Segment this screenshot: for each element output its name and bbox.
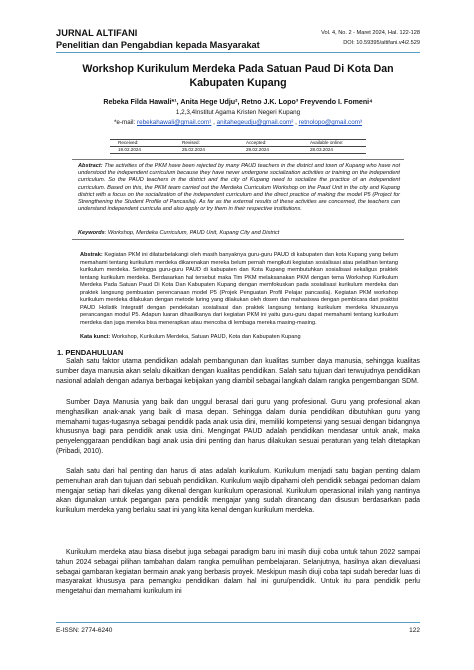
journal-name: JURNAL ALTIFANI: [56, 28, 138, 38]
article-title: Workshop Kurikulum Merdeka Pada Satuan Paud Di Kota Dan Kabupaten Kupang: [82, 63, 394, 89]
body-paragraph: Salah satu dari hal penting dan harus di atas adalah kurikulum. Kurikulum menjadi satu bagian penting dalam pemenuhan arah dan tujuan dari sebuah pendidikan. Kurikulum wajib dipahami oleh pendidik sebagai pedoman dalam mengajar setiap hari dikelas yang dikenal dengan kurikulum operasional. Kurikulum operasional inilah yang nantinya akan digunakan untuk pegangan para pendidik mengajar yang sudah dirancang dan disusun berdasarkan pada kurikulum merdeka yang berlaku saat ini yang kita kenal dengan kurikulum merdeka.: [56, 468, 420, 515]
accepted-label: Accepted:: [238, 140, 302, 147]
revised-label: Revised:: [174, 140, 238, 147]
katakunci-label: Kata kunci:: [80, 334, 111, 340]
received-date: 19.02.2024: [110, 147, 174, 154]
abstract-label: Abstract:: [78, 163, 103, 169]
available-label: Available online:: [302, 140, 366, 147]
email-separator: ,: [211, 119, 217, 126]
page-number: 122: [409, 627, 420, 634]
volume-info: Vol. 4, No. 2 - Maret 2024, Hal. 122-128: [321, 30, 420, 36]
abstract-indonesian: [80, 252, 398, 327]
email-link-2[interactable]: anitahegeudju@gmail.com²: [216, 119, 294, 126]
issn-number: E-ISSN: 2774-6240: [56, 627, 113, 634]
doi-link[interactable]: DOI: 10.59395/altifani.v4i2.529: [343, 40, 420, 46]
author-list: Rebeka Filda Hawali*¹, Anita Hege Udju², Retno J.K. Lopo³ Freyvendo I. Fomeni⁴: [103, 98, 373, 106]
keywords-indonesian: [80, 334, 398, 340]
keywords-label: Keywords: [78, 230, 105, 236]
journal-subtitle: Penelitian dan Pengabdian kepada Masyarakat: [56, 40, 260, 50]
email-link-3[interactable]: retnolopo@gmail.com³: [298, 119, 363, 126]
body-paragraph: Salah satu faktor utama pendidikan adalah pembangunan dan kualitas sumber daya manusia, sehingga kualitas sumber daya manusia akan selalu dikaitkan dengan kualitas pendidikan. Salah satu tujuan dari terwujudnya pendidikan nasional adalah dengan adanya berbagai kebijakan yang diambil sebagai langkah dalam rangka pengembangan SDM.: [56, 358, 420, 385]
journal-header: [56, 28, 420, 64]
abstract-body: The activities of the PKM have been rejected by many PAUD teachers in the district and town of Kupang who have not understood the independent curriculum because they have never undergone socialization activities or training on the independent curriculum. So the PAUD teachers in the district and the city of Kupang need to socialize the practice of an independent curriculum. Based on this, the PKM team carried out the Merdeka Curriculum Workshop on the Paud Unit in the city and Kupang district with a focus on the socialization of the independent curriculum and the direct practice of making the model P5 (Project for Strengthening the Student Profile of Pancasila). As far as the external results of these activities are concerned, the teachers can understand independent curricula and also apply or try them in their respective institutions.: [78, 163, 400, 213]
body-paragraph: Sumber Daya Manusia yang baik dan unggul berasal dari guru yang profesional. Guru yang profesional akan menghasilkan anak-anak yang baik di masa depan. Sehingga dalam dunia pendidikan dibutuhkan guru yang memahami tugas-tugasnya sebagai pendidik pada anak usia dini, memiliki kompetensi yang sesuai dengan bidangnya khususnya bagi para pendidik anak usia dini. Mengingat PAUD adalah pendidikan mendasar untuk anak, maka penyelenggaraan pendidikan bagi anak usia dini penting dan harus dilakukan sesuai peraturan yang telah ditetapkan (Pribadi, 2010).: [56, 399, 420, 455]
abstract-english: [78, 163, 400, 213]
body-paragraph: Kurikulum merdeka atau biasa disebut juga sebagai paradigm baru ini masih diuji coba untuk tahun 2022 sampai tahun 2024 sebagai pilihan tambahan dalam rangka pemulihan pembelajaran. Selanjutnya, hasilnya akan dievaluasi sebagai gambaran kegiatan bermain anak yang berbasis proyek. Meskipun masih diuji coba tapi sudah beredar luas di masyarakat khususya para pemangku pendidikan dalam hal ini guru/pendidik. Untuk itu para pendidik perlu mengetahui dan memahami kurikulum ini: [56, 549, 420, 596]
section-heading: 1. PENDAHULUAN: [57, 348, 124, 357]
email-separator: ,: [293, 119, 299, 126]
author-emails: [56, 119, 420, 126]
author-affiliation: 1,2,3,4Institut Agama Kristen Negeri Kupang: [175, 109, 301, 116]
email-label: *e-mail:: [113, 119, 136, 126]
available-date: 28.03.2024: [302, 147, 366, 154]
abstrak-label: Abstrak:: [80, 252, 103, 258]
keywords-english: [78, 230, 400, 236]
accepted-date: 29.02.2024: [238, 147, 302, 154]
revised-date: 25.02.2024: [174, 147, 238, 154]
received-label: Received:: [110, 140, 174, 147]
abstrak-body: Kegiatan PKM ini dilatarbelakangi oleh masih banyaknya guru-guru PAUD di kabupaten dan kota Kupang yang belum memahami tentang kurikulum merdeka dikarenakan mereka belum pernah mengikuti kegiatan sosialisasi atau pelatihan tentang kurikulum merdeka. Sehingga guru-guru PAUD di kabupaten dan Kota Kupang membutuhkan sosialisasi sekaligus praktek tentang kurikulum merdeka. Berdasarkan hal tersebut maka Tim PKM melaksanakan PKM dengan tema Workshop Kurikulum Merdeka Pada Satuan Paud Di Kota Dan Kabupaten Kupang dengan memfokuskan pada sosialisasi kurikulum merdeka dan praktek langsung pembuatan perencanaan model P5 (Projek Penguatan Profil Pelajar pancasila). Kegiatan PKM workshop kurikulum merdeka dilakukan dengan metode luring yang dilakukan oleh dosen dan mahasiswa dengan pembicara dari praktisi PAUD Holistik Integratif dengan pendekatan sosialisasi dan praktek langsung tentang kurikulum merdeka khususnya perancangan modul P5. Adapun luaran dihasilkanya dari kegiatan PKM ini yaitu guru-guru dapat memahami tentang kurikulum merdeka dan juga mereka bisa menerapkan atau mencoba di lembaga mereka masing-masing.: [80, 252, 398, 326]
submission-dates-table: [110, 139, 366, 154]
header-divider: [56, 52, 420, 53]
email-link-1[interactable]: rebekahawali@gmail.com¹: [137, 119, 212, 126]
keywords-value: : Workshop, Merdeka Curriculum, PAUD Unit, Kupang City and District: [104, 230, 280, 236]
footer-divider: [56, 622, 420, 623]
katakunci-value: Workshop, Kurikulum Merdeka, Satuan PAUD, Kota dan Kabupaten Kupang: [110, 334, 301, 340]
